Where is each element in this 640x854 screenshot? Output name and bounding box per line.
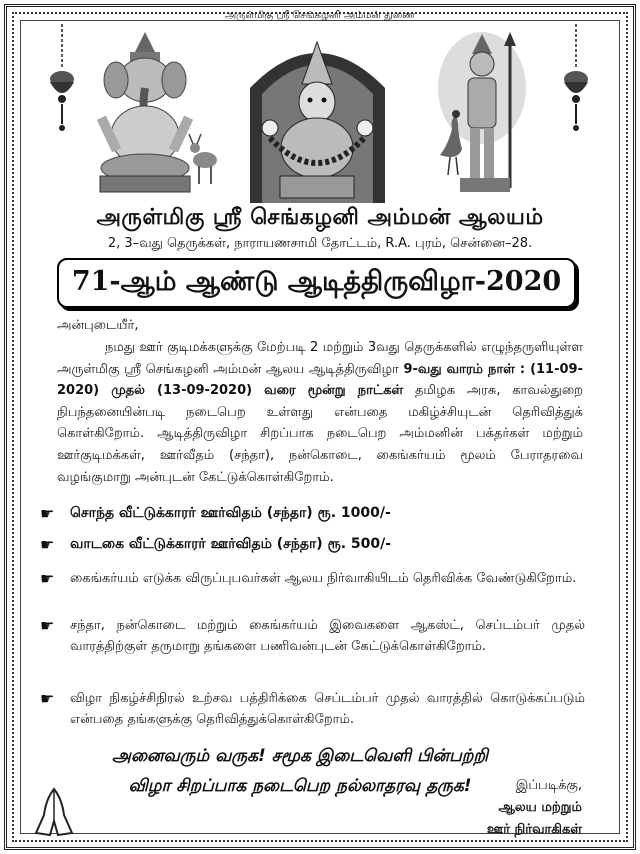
hanging-lamp-icon <box>556 24 596 134</box>
pointing-hand-icon: ☛ <box>40 689 55 708</box>
pointing-hand-icon: ☛ <box>40 535 55 554</box>
salutation: அன்புடையீர், <box>57 318 139 333</box>
amman-icon <box>240 28 395 203</box>
list-item: ☛ கைங்கர்யம் எடுக்க விருப்புபவர்கள் ஆலய நிர்வாகியிடம் தெரிவிக்க வேண்டுகிறோம். <box>40 569 577 588</box>
festival-title: 71-ஆம் ஆண்டு ஆடித்திருவிழா-2020 <box>71 265 562 297</box>
festival-dates: 9-வது வாரம் நாள் : (11-09-2020) முதல் (13-09-2020) வரை மூன்று நாட்கள் <box>57 361 583 399</box>
slogan-line-2: விழா சிறப்பாக நடைபெற நல்லாதரவு தருக! <box>128 776 472 796</box>
list-item: ☛ சொந்த வீட்டுக்காரர் ஊர்விதம் (சந்தா) ரூ. 1000/- <box>40 504 391 523</box>
signature-line-1: இப்படிக்கு, <box>515 778 582 793</box>
list-item: ☛ சந்தா, நன்கொடை மற்றும் கைங்கர்யம் இவைகளை ஆகஸ்ட், செப்டம்பர் முதல் வாரத்திற்குள் தருமாறு தங்களை பணிவன்புடன் கேட்டுக்கொள்கிறோம். <box>40 615 585 657</box>
pointing-hand-icon: ☛ <box>40 616 55 635</box>
namaste-icon <box>28 785 80 840</box>
list-item: ☛ விழா நிகழ்ச்சிநிரல் உற்சவ பத்திரிக்கை செப்டம்பர் முதல் வாரத்தில் கொடுக்கப்படும் என்பதை தங்களுக்கு தெரிவித்துக்கொள்கிறோம். <box>40 688 585 730</box>
signature-line-3: ஊர் நிர்வாகிகள் <box>486 822 582 837</box>
peacock-icon <box>428 105 468 180</box>
pointing-hand-icon: ☛ <box>40 569 55 588</box>
paragraph-intro: நமது ஊர் குடிமக்களுக்கு மேற்படி 2 மற்றும் 3வது தெருக்களில் எழுந்தருளியுள்ள அருள்மிகு ஸ்ரீ செங்கழனி அம்மன் ஆலய ஆடித்திருவிழா <box>57 340 583 377</box>
hanging-lamp-icon <box>42 24 82 134</box>
pointing-hand-icon: ☛ <box>40 504 55 523</box>
deer-icon <box>183 120 223 190</box>
blessing-line: அருள்மிகு ஸ்ரீ செங்கழனி அம்மன் துணை <box>224 10 416 21</box>
slogan-line-1: அனைவரும் வருக! சமூக இடைவெளி பின்பற்றி <box>112 746 488 766</box>
temple-name: அருள்மிகு ஸ்ரீ செங்கழனி அம்மன் ஆலயம் <box>96 205 544 230</box>
signature-line-2: ஆலய மற்றும் <box>498 800 582 815</box>
temple-address: 2, 3–வது தெருக்கள், நாராயணசாமி தோட்டம், R.A. புரம், சென்னை–28. <box>107 236 533 251</box>
festival-banner <box>57 258 576 308</box>
invitation-paragraph <box>57 337 583 488</box>
list-item: ☛ வாடகை வீட்டுக்காரர் ஊர்விதம் (சந்தா) ரூ. 500/- <box>40 535 392 554</box>
paragraph-request: தமிழக அரசு, காவல்துறை நிபந்தனையின்படி நடைபெற உள்ளது என்பதை மகிழ்ச்சியுடன் தெரிவித்துக் கொள்கிறோம். ஆடித்திருவிழா சிறப்பாக நடைபெற அம்மனின் பக்தர்கள் மற்றும் ஊர்குடிமக்கள், ஊர்வீதம் (சந்தா), நன்கொடை, கைங்கர்யம் மூலம் பேராதரவை வழங்குமாறு அன்புடன் கேட்டுக்கொள்கிறோம். <box>57 383 583 485</box>
